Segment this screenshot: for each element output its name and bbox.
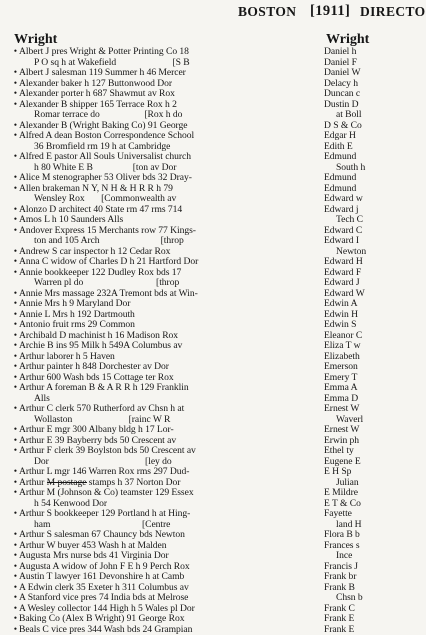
entry-text: Edmund [324, 172, 356, 183]
entry-text: Francis J [324, 561, 358, 572]
entry-bullet: • [0, 541, 17, 552]
entry-bullet: • [0, 604, 17, 615]
entry-text: Wensley Rox [Commonwealth av [34, 193, 176, 204]
entry-text: Edward F [324, 267, 361, 278]
entry-bullet: • [0, 551, 17, 562]
entry-bullet: • [0, 467, 17, 478]
entry-text: Albert J pres Wright & Potter Printing Co 18 [19, 46, 189, 57]
entry-text: Edward w [324, 193, 363, 204]
header-city: BOSTON [238, 4, 296, 20]
entry-text: Edward I [324, 235, 359, 246]
entry-text: Frank E [324, 613, 354, 624]
entry-text: Arthur E mgr 300 Albany bldg h 17 Lor- [19, 424, 174, 435]
entry-text: Arthur laborer h 5 Haven [19, 351, 115, 362]
entry-bullet: • [0, 341, 17, 352]
entry-text: Annie Mrs massage 232A Tremont bds at Win- [19, 288, 198, 299]
entry-text: Emery T [324, 372, 357, 383]
entry-text: Augusta Mrs nurse bds 41 Virginia Dor [19, 550, 169, 561]
entry-bullet: • [0, 89, 17, 100]
entry-text: Dustin D [324, 99, 359, 110]
entry-text: Edwin A [324, 298, 358, 309]
entry-text: E T & Co [324, 498, 361, 509]
entry-text: Edward H [324, 256, 363, 267]
entry-text: Daniel F [324, 57, 357, 68]
entry-text: Ernest W [324, 424, 359, 435]
entry-text: A Edwin clerk 35 Exeter h 311 Columbus av [19, 582, 189, 593]
entry-text: Alexander B (Wright Baking Co) 91 George [19, 120, 188, 131]
entry-text: Archibald D machinist h 16 Madison Rox [19, 330, 178, 341]
entry-text: Wollaston [rainc W R [34, 414, 170, 425]
entry-text: Alfred E pastor All Souls Universalist church [19, 151, 191, 162]
entry-text: Eliza T w [324, 340, 361, 351]
entry-bullet: • [0, 131, 17, 142]
header-year: [1911] [310, 3, 350, 20]
page-header [0, 4, 419, 22]
entry-text: Romar terrace do [Rox h do [34, 109, 182, 120]
entry-text: Flora B b [324, 529, 360, 540]
entry-bullet: • [0, 488, 17, 499]
entry-bullet: • [0, 79, 17, 90]
entry-bullet: • [0, 205, 17, 216]
entry-text: Eugene E [324, 456, 361, 467]
entry-text: Daniel W [324, 67, 360, 78]
right-column [322, 33, 419, 600]
entry-bullet: • [0, 215, 17, 226]
entry-text: Annie bookkeeper 122 Dudley Rox bds 17 [19, 267, 181, 278]
entry-text: Alonzo D architect 40 State rm 47 rms 714 [19, 204, 182, 215]
entry-text: Edith E [324, 141, 353, 152]
entry-list [322, 47, 419, 635]
entry-text: South h [336, 162, 365, 173]
entry-text: Edmund [324, 151, 356, 162]
entry-bullet: • [0, 383, 17, 394]
entry-text: Frank B [324, 582, 355, 593]
entry-text: Beals C vice pres 344 Wash bds 24 Grampian [19, 624, 192, 635]
entry-bullet: • [0, 47, 17, 58]
entry-text: Alexander B shipper 165 Terrace Rox h 2 [19, 99, 177, 110]
directory-entry [322, 625, 419, 635]
entry-text: Albert J salesman 119 Summer h 46 Mercer [19, 67, 186, 78]
entry-text: Emerson [324, 361, 358, 372]
entry-text: Frank E [324, 624, 354, 635]
entry-text: Alexander baker h 127 Buttonwood Dor [19, 78, 172, 89]
entry-text: A Wesley collector 144 High h 5 Wales pl Dor [19, 603, 195, 614]
entry-text: Andrew S car inspector h 12 Cedar Rox [19, 246, 170, 257]
entry-text: Tech C [336, 214, 363, 225]
directory-entry [0, 625, 320, 635]
entry-text: Augusta A widow of John F E h 9 Perch Rox [19, 561, 190, 572]
entry-bullet: • [0, 530, 17, 541]
entry-text: E H Sp [324, 466, 351, 477]
entry-text: Amos L h 10 Saunders Alls [19, 214, 123, 225]
entry-text: A Stanford vice pres 74 India bds at Melrose [19, 592, 188, 603]
entry-text: Edwin S [324, 319, 356, 330]
entry-text: D S & Co [324, 120, 362, 131]
entry-bullet: • [0, 173, 17, 184]
entry-text: Ernest W [324, 403, 359, 414]
entry-bullet: • [0, 310, 17, 321]
entry-text: at Boll [336, 109, 362, 120]
entry-text: Annie L Mrs h 192 Dartmouth [19, 309, 135, 320]
entry-bullet: • [0, 404, 17, 415]
entry-text: Edward J [324, 277, 360, 288]
entry-text: h 80 White E B [ton av Dor [34, 162, 176, 173]
entry-text: Archie B ins 95 Milk h 549A Columbus av [19, 340, 182, 351]
entry-list [0, 47, 320, 635]
entry-bullet: • [0, 362, 17, 373]
entry-text: Edgar H [324, 130, 356, 141]
entry-text: Dor [ley do [34, 456, 172, 467]
entry-bullet: • [0, 320, 17, 331]
entry-text: Antonio fruit rms 29 Common [19, 319, 135, 330]
entry-text: Austin T lawyer 161 Devonshire h at Camb [19, 571, 184, 582]
entry-bullet: • [0, 257, 17, 268]
entry-text: 36 Bromfield rm 19 h at Cambridge [34, 141, 170, 152]
entry-text: Emma A [324, 382, 358, 393]
entry-bullet: • [0, 268, 17, 279]
entry-text: Edmund [324, 183, 356, 194]
entry-text: Emma D [324, 393, 358, 404]
entry-text: Alice M stenographer 53 Oliver bds 32 Dray- [19, 172, 192, 183]
entry-text: Edward j [324, 204, 359, 215]
entry-text: Erwin ph [324, 435, 359, 446]
entry-text: Arthur A foreman B & A R R h 129 Franklin [19, 382, 189, 393]
entry-bullet: • [0, 100, 17, 111]
entry-text: Ethel ty [324, 445, 354, 456]
entry-text: Arthur S salesman 67 Chauncy bds Newton [19, 529, 185, 540]
header-directory: DIRECTO [360, 4, 426, 20]
entry-text: Baking Co (Alex B Wright) 91 George Rox [19, 613, 184, 624]
entry-bullet: • [0, 583, 17, 594]
entry-bullet: • [0, 562, 17, 573]
entry-text: Newton [336, 246, 366, 257]
entry-bullet: • [0, 289, 17, 300]
entry-text: Frank br [324, 571, 356, 582]
entry-text: Edwin H [324, 309, 358, 320]
entry-bullet: • [0, 152, 17, 163]
entry-text: Arthur S bookkeeper 129 Portland h at Hing- [19, 508, 190, 519]
entry-text: Arthur C clerk 570 Rutherford av Chsn h at [19, 403, 184, 414]
entry-bullet: • [0, 184, 17, 195]
underline-mark [47, 482, 87, 483]
entry-bullet: • [0, 373, 17, 384]
entry-text: P O sq h at Wakefield [S B [34, 57, 190, 68]
entry-text: Julian [336, 477, 359, 488]
entry-text: ham [Centre [34, 519, 170, 530]
entry-text: ton and 105 Arch [throp [34, 235, 184, 246]
entry-text: Arthur E 39 Bayberry bds 50 Crescent av [19, 435, 176, 446]
entry-bullet: • [0, 352, 17, 363]
entry-text: Duncan c [324, 88, 360, 99]
entry-text: Anna C widow of Charles D h 21 Hartford Dor [19, 256, 198, 267]
entry-bullet: • [0, 331, 17, 342]
entry-text: Waverl [336, 414, 363, 425]
entry-bullet: • [0, 614, 17, 625]
entry-text: Edward C [324, 225, 362, 236]
entry-text: Annie Mrs h 9 Maryland Dor [19, 298, 130, 309]
entry-text: Alfred A dean Boston Correspondence School [19, 130, 194, 141]
entry-text: Allen brakeman N Y, N H & H R R h 79 [19, 183, 173, 194]
column-heading: Wright [322, 33, 419, 47]
entry-text: Daniel h [324, 46, 356, 57]
entry-bullet: • [0, 425, 17, 436]
left-column [0, 33, 320, 600]
entry-text: Eleanor C [324, 330, 362, 341]
entry-text: Frances s [324, 540, 360, 551]
entry-text: Arthur L mgr 146 Warren Rox rms 297 Dud- [19, 466, 189, 477]
entry-bullet: • [0, 509, 17, 520]
entry-text: Elizabeth [324, 351, 360, 362]
entry-text: Arthur W buyer 453 Wash h at Malden [19, 540, 167, 551]
entry-text: Warren pl do [throp [34, 277, 179, 288]
entry-text: Alexander porter h 687 Shawmut av Rox [19, 88, 175, 99]
entry-text: Edward W [324, 288, 365, 299]
entry-text: Fayette [324, 508, 352, 519]
entry-text: Arthur M postage stamps h 37 Norton Dor [19, 477, 180, 488]
entry-bullet: • [0, 247, 17, 258]
entry-bullet: • [0, 572, 17, 583]
entry-bullet: • [0, 436, 17, 447]
entry-bullet: • [0, 478, 17, 489]
entry-text: Arthur M (Johnson & Co) teamster 129 Essex [19, 487, 194, 498]
entry-text: Chsn b [336, 592, 363, 603]
entry-text: Frank C [324, 603, 355, 614]
entry-bullet: • [0, 625, 17, 635]
entry-text: E Mildre [324, 487, 358, 498]
entry-text: Alls [34, 393, 50, 404]
entry-bullet: • [0, 593, 17, 604]
entry-text: Andover Express 15 Merchants row 77 Kings- [19, 225, 196, 236]
entry-bullet: • [0, 68, 17, 79]
entry-text: Ince [336, 550, 352, 561]
entry-text: h 54 Kenwood Dor [34, 498, 107, 509]
entry-text: Arthur 600 Wash bds 15 Cottage ter Rox [19, 372, 174, 383]
entry-bullet: • [0, 299, 17, 310]
entry-bullet: • [0, 226, 17, 237]
column-heading: Wright [0, 33, 320, 47]
entry-bullet: • [0, 446, 17, 457]
entry-text: land H [336, 519, 362, 530]
entry-text: Arthur F clerk 39 Boylston bds 50 Crescent av [19, 445, 196, 456]
entry-text: Delacy h [324, 78, 358, 89]
entry-bullet: • [0, 121, 17, 132]
entry-text: Arthur painter h 848 Dorchester av Dor [19, 361, 169, 372]
